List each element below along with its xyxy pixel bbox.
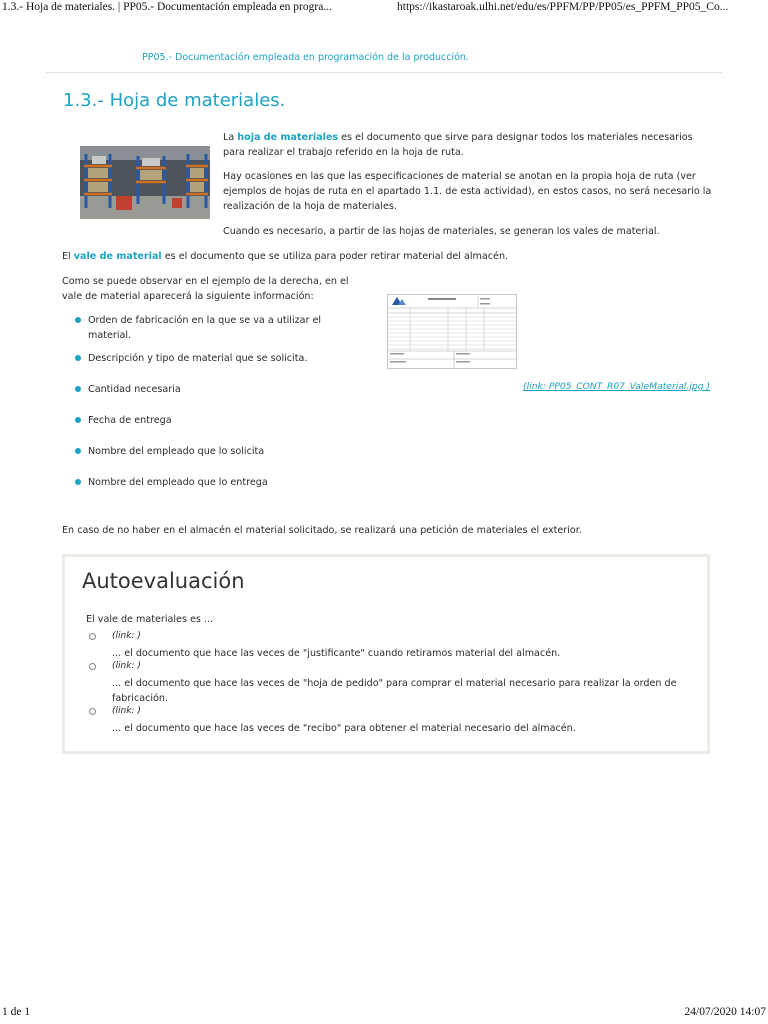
print-header [0, 0, 768, 20]
hoja-de-materiales-link[interactable]: hoja de materiales [237, 132, 339, 143]
print-header-url: https://ikastaroak.ulhi.net/edu/es/PPFM/PP/PP05/es_PPFM_PP05_Co... [397, 1, 729, 13]
closing-paragraph: En caso de no haber en el almacén el material solicitado, se realizará una petición de materiales el exterior. [62, 525, 582, 536]
vale-post: es el documento que se utiliza para poder retirar material del almacén. [161, 251, 509, 262]
autoevaluacion-question: El vale de materiales es ... [86, 614, 214, 625]
print-footer [0, 1004, 768, 1024]
intro-p1-post: es el documento que sirve para designar todos los materiales necesarios para realizar el trabajo referido en la hoja de ruta. [223, 132, 693, 158]
top-divider [46, 72, 722, 73]
radio-button[interactable] [89, 633, 96, 640]
intro-paragraph-3: Cuando es necesario, a partir de las hojas de materiales, se generan los vales de material. [223, 226, 660, 237]
answer-option-link[interactable]: (link: ) [112, 706, 141, 716]
list-item-text: Nombre del empleado que lo entrega [88, 477, 268, 488]
warehouse-photo [80, 146, 210, 219]
list-item-text: Orden de fabricación en la que se va a utilizar el material. [88, 315, 322, 341]
page-title: 1.3.- Hoja de materiales. [63, 90, 286, 111]
print-header-title: 1.3.- Hoja de materiales. | PP05.- Documentación empleada en progra... [2, 1, 332, 13]
list-item [74, 382, 374, 397]
vale-de-material-link[interactable]: vale de material [73, 251, 162, 262]
list-item-text: Cantidad necesaria [88, 384, 181, 395]
answer-option-text: ... el documento que hace las veces de "hoja de pedido" para comprar el material necesario para realizar la orden de fabricación. [112, 678, 677, 704]
bullet-icon [75, 417, 81, 423]
list-item-text: Fecha de entrega [88, 415, 172, 426]
bullet-icon [75, 448, 81, 454]
answer-option-text: ... el documento que hace las veces de "justificante" cuando retiramos material del almacén. [112, 648, 561, 659]
list-item-text: Descripción y tipo de material que se solicita. [88, 353, 308, 364]
list-item [74, 444, 374, 459]
list-item [74, 313, 336, 343]
radio-button[interactable] [89, 663, 96, 670]
bullet-icon [75, 479, 81, 485]
radio-button[interactable] [89, 708, 96, 715]
list-item [74, 413, 374, 428]
list-item [74, 475, 374, 490]
vale-material-image-link[interactable]: (link: PP05_CONT_R07_ValeMaterial.jpg ) [523, 381, 711, 392]
answer-option-link[interactable]: (link: ) [112, 631, 141, 641]
print-footer-date: 24/07/2020 14:07 [684, 1006, 766, 1018]
bullet-icon [75, 355, 81, 361]
autoevaluacion-panel [62, 554, 710, 754]
vale-paragraph [62, 249, 712, 264]
vale-pre: El [62, 251, 74, 262]
vale-info-list [74, 313, 374, 490]
vale-lead: Como se puede observar en el ejemplo de la derecha, en el vale de material aparecerá la siguiente información: [62, 276, 349, 302]
list-item [74, 351, 374, 366]
autoevaluacion-title: Autoevaluación [82, 569, 245, 593]
answer-option-link[interactable]: (link: ) [112, 661, 141, 671]
intro-paragraph-1 [223, 130, 713, 160]
bullet-icon [75, 386, 81, 392]
answer-option-text: ... el documento que hace las veces de "recibo" para obtener el material necesario del almacén. [112, 723, 576, 734]
print-footer-page: 1 de 1 [2, 1006, 31, 1018]
list-item-text: Nombre del empleado que lo solicita [88, 446, 265, 457]
bullet-icon [75, 317, 81, 323]
vale-material-form-image[interactable] [387, 294, 517, 369]
intro-p1-pre: La [223, 132, 238, 143]
intro-paragraph-2: Hay ocasiones en las que las especificaciones de material se anotan en la propia hoja de ruta (ver ejemplos de hojas de ruta en el apartado 1.1. de esta actividad), en estos casos, no será necesario la realización de la hoja de materiales. [223, 171, 712, 212]
breadcrumb[interactable]: PP05.- Documentación empleada en programación de la producción. [142, 52, 469, 63]
